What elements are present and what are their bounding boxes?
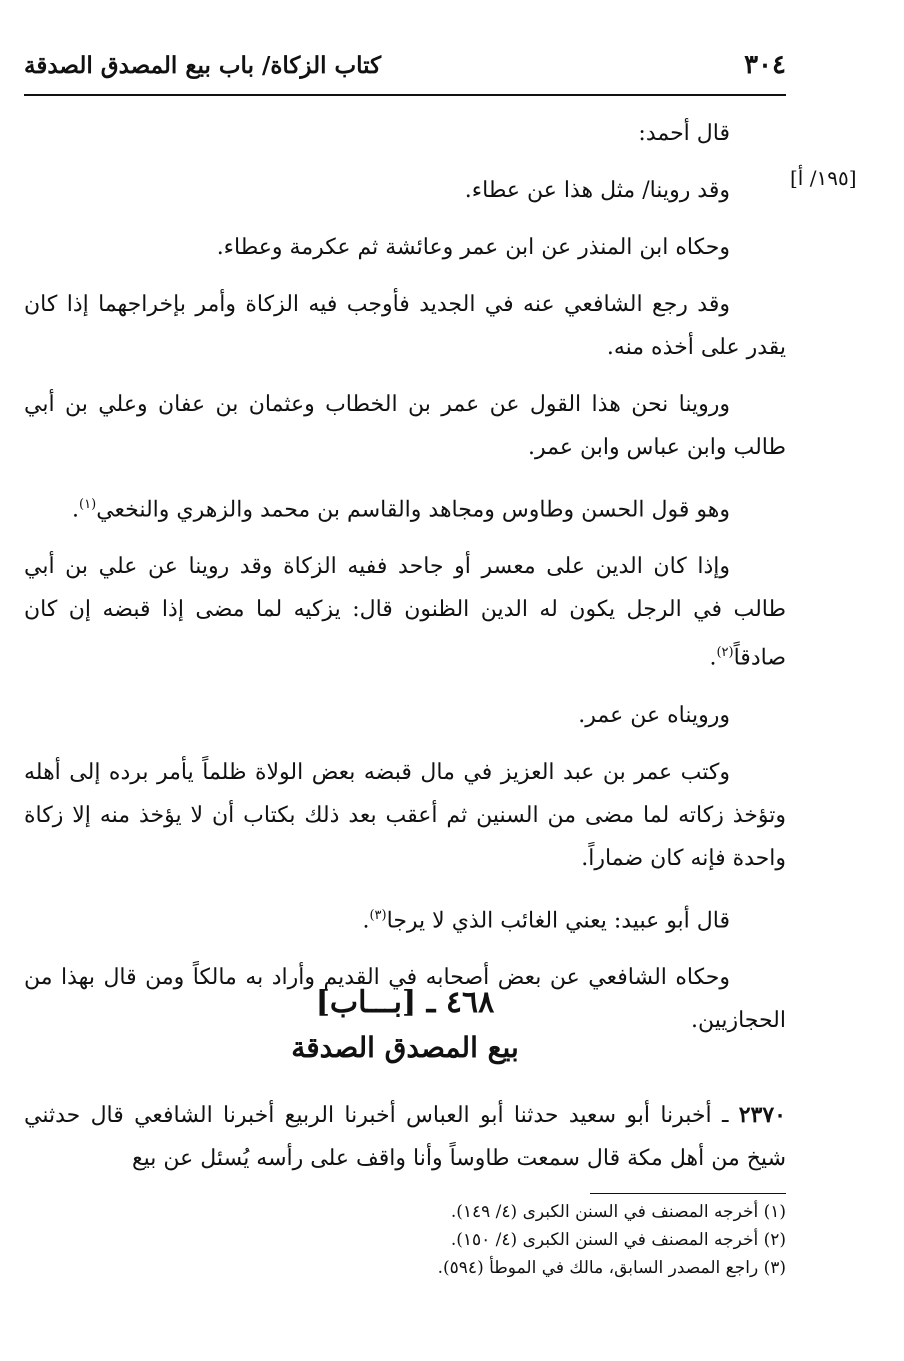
paragraph: قال أحمد: xyxy=(638,121,730,146)
footnote: (١) أخرجه المصنف في السنن الكبرى (٤/ ١٤٩). xyxy=(450,1202,786,1222)
chapter-number: ٤٦٨ ـ [بـــاب] xyxy=(315,985,495,1020)
footnote-ref[interactable]: (١) xyxy=(79,497,97,512)
paragraph: وهو قول الحسن وطاوس ومجاهد والقاسم بن محمد والزهري والنخعي$^{(١)}$. xyxy=(72,497,730,523)
footnote: (٢) أخرجه المصنف في السنن الكبرى (٤/ ١٥٠). xyxy=(450,1230,786,1250)
footnote-ref[interactable]: (٣) xyxy=(369,907,387,923)
chapter-heading xyxy=(24,982,786,1072)
footnote-ref[interactable]: (٢) xyxy=(716,645,734,661)
hadith-text: ٢٣٧٠ ـ أخبرنا أبو سعيد حدثنا أبو العباس أخبرنا الربيع أخبرنا الشافعي قال حدثني شيخ من أهل مكة قال سمعت طاوساً وأنا واقف على رأسه يُسئل عن بيع xyxy=(24,1102,786,1171)
paragraph: وقد رجع الشافعي عنه في الجديد فأوجب فيه الزكاة وأمر بإخراجهما إذا كان يقدر على أخذه منه. xyxy=(24,292,786,360)
paragraph: ورويناه عن عمر. xyxy=(578,702,730,728)
page-number: ٣٠٤ xyxy=(744,50,786,80)
footnote-rule xyxy=(590,1193,786,1194)
paragraph: وقد روينا/ مثل هذا عن عطاء. xyxy=(464,178,730,203)
hadith-number: ٢٣٧٠ xyxy=(738,1102,786,1128)
paragraph: وإذا كان الدين على معسر أو جاحد ففيه الزكاة وقد روينا عن علي بن أبي طالب في الرجل يكون له الدين الظنون قال: يزكيه لما مضى إذا قبضه إن كان صادقاً$^{(٢)}$. xyxy=(24,554,786,671)
footnote: (٣) راجع المصدر السابق، مالك في الموطأ (٥٩٤). xyxy=(437,1258,786,1278)
footnotes xyxy=(24,1198,786,1282)
paragraph: وحكاه الشافعي عن بعض أصحابه في القديم وأراد به مالكاً ومن قال بهذا من الحجازيين. xyxy=(24,964,786,1033)
paragraph: وكتب عمر بن عبد العزيز في مال قبضه بعض الولاة ظلماً يأمر برده إلى أهله وتؤخذ زكاته لما مضى من السنين ثم أعقب بعد ذلك بكتاب أن لا يؤخذ منه إلا زكاة واحدة فإنه كان ضماراً. xyxy=(24,759,786,871)
paragraph: قال أبو عبيد: يعني الغائب الذي لا يرجا$^{(٣)}$. xyxy=(362,907,730,933)
hadith-entry xyxy=(24,1094,786,1180)
running-title: كتاب الزكاة/ باب بيع المصدق الصدقة xyxy=(24,52,382,79)
chapter-title: بيع المصدق الصدقة xyxy=(291,1031,519,1064)
paragraph: وحكاه ابن المنذر عن ابن عمر وعائشة ثم عكرمة وعطاء. xyxy=(216,235,730,260)
paragraph: وروينا نحن هذا القول عن عمر بن الخطاب وعثمان بن عفان وعلي بن أبي طالب وابن عباس وابن عمر. xyxy=(24,392,786,460)
header-rule xyxy=(24,94,786,96)
main-text xyxy=(24,112,786,1056)
manuscript-folio-reference: [١٩٥/ أ] xyxy=(790,166,857,190)
running-header xyxy=(24,44,786,94)
